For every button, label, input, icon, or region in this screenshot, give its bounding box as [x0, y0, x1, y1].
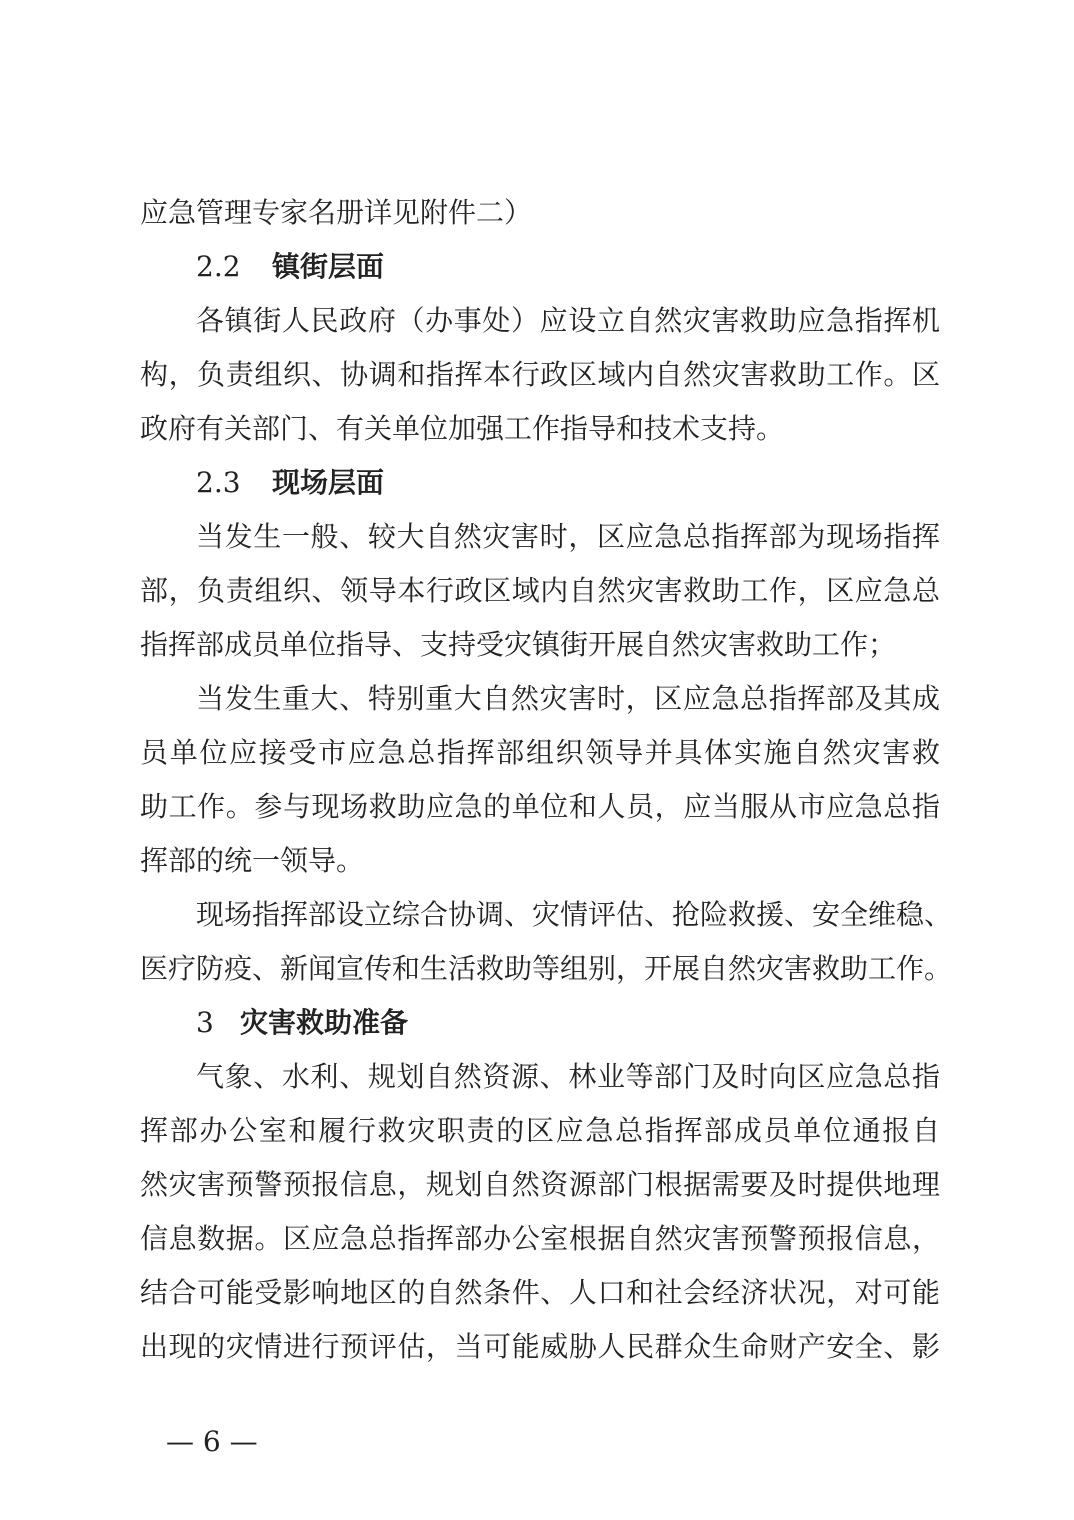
- text-line: 员单位应接受市应急总指挥部组织领导并具体实施自然灾害救: [140, 736, 940, 769]
- document-body: [140, 186, 953, 1374]
- text-line: 指挥部成员单位指导、支持受灾镇街开展自然灾害救助工作；: [140, 628, 897, 661]
- text-line: 政府有关部门、有关单位加强工作指导和技术支持。: [140, 412, 785, 445]
- section-number: 3: [196, 1006, 214, 1039]
- section-title: 灾害救助准备: [240, 1006, 409, 1039]
- section-number: 2.2: [196, 250, 241, 283]
- text-line: 现场指挥部设立综合协调、灾情评估、抢险救援、安全维稳、: [196, 898, 953, 931]
- text-line: 医疗防疫、新闻宣传和生活救助等组别，开展自然灾害救助工作。: [140, 952, 953, 985]
- text-line: 挥部办公室和履行救灾职责的区应急总指挥部成员单位通报自: [140, 1114, 940, 1147]
- text-line: 助工作。参与现场救助应急的单位和人员，应当服从市应急总指: [140, 790, 940, 823]
- section-heading-3: [140, 996, 940, 1050]
- section-title: 现场层面: [272, 466, 385, 499]
- text-line: 挥部的统一领导。: [140, 844, 365, 877]
- text-line: 结合可能受影响地区的自然条件、人口和社会经济状况，对可能: [140, 1276, 940, 1309]
- text-line: 信息数据。区应急总指挥部办公室根据自然灾害预警预报信息，: [140, 1222, 940, 1255]
- text-line: 出现的灾情进行预评估，当可能威胁人民群众生命财产安全、影: [140, 1330, 940, 1363]
- text-line: 当发生重大、特别重大自然灾害时，区应急总指挥部及其成: [196, 682, 940, 715]
- text-line: 当发生一般、较大自然灾害时，区应急总指挥部为现场指挥: [196, 520, 940, 553]
- page-number: — 6 —: [166, 1425, 258, 1458]
- text-line: 各镇街人民政府（办事处）应设立自然灾害救助应急指挥机: [196, 304, 940, 337]
- text-line: 部，负责组织、领导本行政区域内自然灾害救助工作，区应急总: [140, 574, 940, 607]
- text-line: 构，负责组织、协调和指挥本行政区域内自然灾害救助工作。区: [140, 358, 940, 391]
- section-number: 2.3: [196, 466, 241, 499]
- section-heading-2-2: [140, 240, 940, 294]
- text-line: 应急管理专家名册详见附件二）: [140, 196, 533, 229]
- section-heading-2-3: [140, 456, 940, 510]
- section-title: 镇街层面: [272, 250, 385, 283]
- text-line: 然灾害预警预报信息，规划自然资源部门根据需要及时提供地理: [140, 1168, 940, 1201]
- text-line: 气象、水利、规划自然资源、林业等部门及时向区应急总指: [196, 1060, 940, 1093]
